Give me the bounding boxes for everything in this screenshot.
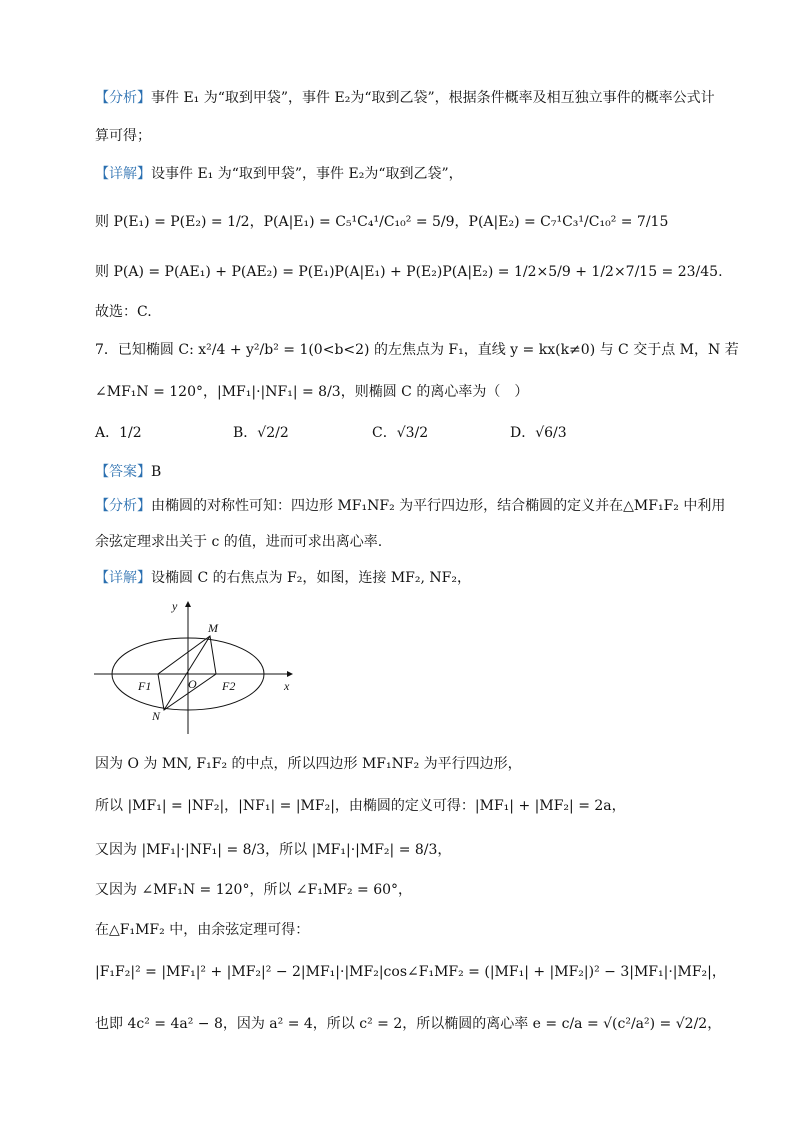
q7-stem-1: 7．已知椭圆 C: x²/4 + y²/b² = 1(0<b<2) 的左焦点为 F₁，直线 y = kx(k≠0) 与 C 交于点 M，N 若 xyxy=(95,342,739,358)
q7-analysis-text-1: 由椭圆的对称性可知：四边形 MF₁NF₂ 为平行四边形，结合椭圆的定义并在△MF₁F₂ 中利用 xyxy=(151,498,726,514)
q6-equation-1: 则 P(E₁) = P(E₂) = 1/2，P(A|E₁) = C₅¹C₄¹/C₁₀² = 5/9，P(A|E₂) = C₇¹C₃¹/C₁₀² = 7/15 xyxy=(95,214,669,230)
q7-detail-text-1: 设椭圆 C 的右焦点为 F₂，如图，连接 MF₂, NF₂， xyxy=(151,570,471,586)
q6-analysis-line-1 xyxy=(95,88,724,108)
q7-step-7: 也即 4c² = 4a² − 8，因为 a² = 4，所以 c² = 2，所以椭圆的离心率 e = c/a = √(c²/a²) = √2/2， xyxy=(95,1016,722,1032)
q6-equation-2: 则 P(A) = P(AE₁) + P(AE₂) = P(E₁)P(A|E₁) + P(E₂)P(A|E₂) = 1/2×5/9 + 1/2×7/15 = 23/45. xyxy=(95,264,723,280)
label-m: M xyxy=(208,621,218,635)
q6-detail-text-1: 设事件 E₁ 为“取到甲袋”，事件 E₂为“取到乙袋”， xyxy=(151,166,463,182)
q7-detail-line-1 xyxy=(95,568,724,588)
ellipse-figure xyxy=(92,598,302,738)
q7-option-a: A．1/2 xyxy=(95,425,142,441)
q7-option-b: B．√2/2 xyxy=(233,425,289,441)
q7-step-4: 又因为 ∠MF₁N = 120°，所以 ∠F₁MF₂ = 60°， xyxy=(95,882,413,898)
q7-analysis-line-1 xyxy=(95,496,724,516)
q7-step-3: 又因为 |MF₁|·|NF₁| = 8/3，所以 |MF₁|·|MF₂| = 8/3， xyxy=(95,842,452,858)
q7-step-6: |F₁F₂|² = |MF₁|² + |MF₂|² − 2|MF₁|·|MF₂|cos∠F₁MF₂ = (|MF₁| + |MF₂|)² − 3|MF₁|·|MF₂|， xyxy=(95,964,726,980)
diagonal-mn xyxy=(164,636,210,710)
q7-answer-line xyxy=(95,462,724,482)
label-o: O xyxy=(188,677,197,691)
q6-analysis-line-2: 算可得； xyxy=(95,128,151,144)
label-n: N xyxy=(152,709,161,723)
answer-tag: 【答案】 xyxy=(95,464,151,480)
detail-tag: 【详解】 xyxy=(95,166,151,182)
label-y: y xyxy=(172,599,178,613)
label-f2: F2 xyxy=(222,679,236,693)
q7-option-c: C．√3/2 xyxy=(372,425,429,441)
q7-step-2: 所以 |MF₁| = |NF₂|，|NF₁| = |MF₂|，由椭圆的定义可得：|MF₁| + |MF₂| = 2a， xyxy=(95,798,626,814)
q7-option-d: D．√6/3 xyxy=(510,425,567,441)
detail-tag: 【详解】 xyxy=(95,570,151,586)
q6-choice: 故选：C. xyxy=(95,304,152,320)
label-x: x xyxy=(284,679,290,693)
label-f1: F1 xyxy=(138,679,152,693)
q7-step-5: 在△F₁MF₂ 中，由余弦定理可得： xyxy=(95,922,310,938)
q7-step-1: 因为 O 为 MN, F₁F₂ 的中点，所以四边形 MF₁NF₂ 为平行四边形， xyxy=(95,756,522,772)
q7-answer-value: B xyxy=(151,464,162,480)
analysis-tag: 【分析】 xyxy=(95,90,151,106)
q7-analysis-line-2: 余弦定理求出关于 c 的值，进而可求出离心率. xyxy=(95,534,383,550)
q6-detail-line-1 xyxy=(95,164,724,184)
q6-analysis-text-1: 事件 E₁ 为“取到甲袋”，事件 E₂为“取到乙袋”，根据条件概率及相互独立事件的概率公式计 xyxy=(151,90,715,106)
q7-stem-2: ∠MF₁N = 120°，|MF₁|·|NF₁| = 8/3，则椭圆 C 的离心率为（ ） xyxy=(95,384,529,400)
analysis-tag: 【分析】 xyxy=(95,498,151,514)
